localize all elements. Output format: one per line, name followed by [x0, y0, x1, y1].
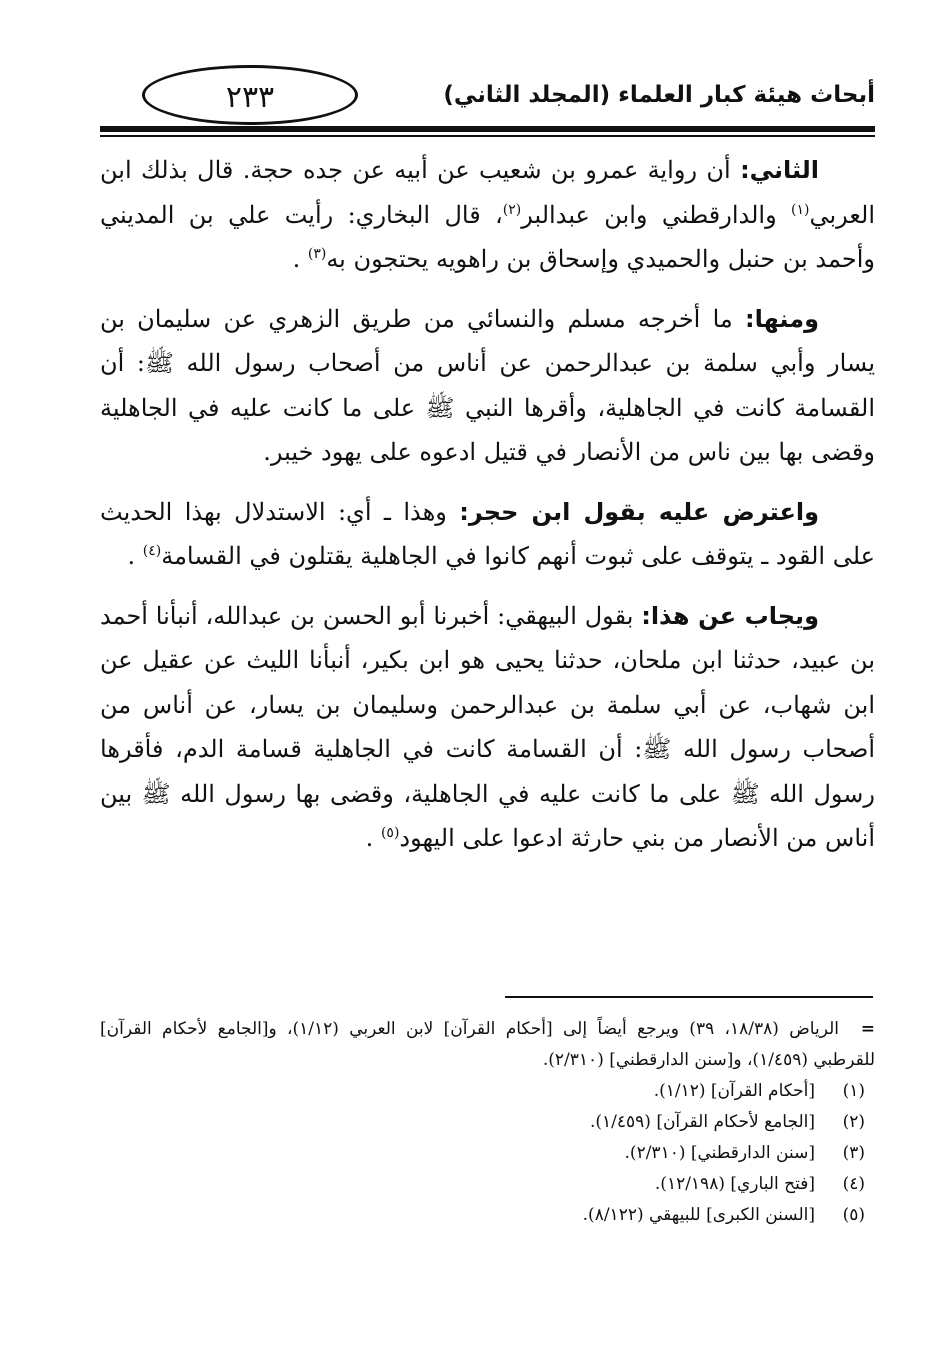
running-title: أبحاث هيئة كبار العلماء (المجلد الثاني)	[443, 82, 875, 108]
footnote-text: [فتح الباري] (١٢/١٩٨).	[654, 1174, 815, 1194]
footnote-number: (١)	[842, 1081, 865, 1101]
footnote-text: [السنن الكبرى] للبيهقي (٨/١٢٢).	[582, 1205, 815, 1225]
continuation-mark: =	[860, 1019, 875, 1039]
footnote-item	[100, 1200, 875, 1231]
footnote-item	[100, 1169, 875, 1200]
paragraph-text: .	[365, 824, 381, 852]
paragraph-text: .	[292, 245, 308, 273]
footnote-item	[100, 1076, 875, 1107]
footnote-ref[interactable]: (٤)	[142, 543, 162, 559]
footnote-ref[interactable]: (٥)	[380, 825, 400, 841]
footnote-text: [سنن الدارقطني] (٢/٣١٠).	[624, 1143, 815, 1163]
footnote-number: (٢)	[842, 1112, 865, 1132]
page-number: ٢٣٣	[142, 65, 358, 125]
paragraph-lead: واعترض عليه بقول ابن حجر:	[459, 497, 819, 526]
footnote-number: (٤)	[842, 1174, 865, 1194]
paragraph-text: ، قال البخاري: رأيت علي بن المديني وأحمد بن حنبل والحميدي وإسحاق بن راهويه يحتجون به	[100, 200, 875, 273]
paragraph-bayhaqi-reply	[100, 594, 875, 861]
paragraph-text: أن رواية عمرو بن شعيب عن أبيه عن جده حجة. قال بذلك ابن العربي	[100, 156, 875, 229]
paragraph-lead: ومنها:	[744, 304, 819, 333]
footnote-text: [أحكام القرآن] (١/١٢).	[653, 1081, 815, 1101]
paragraph-ibn-hajar-objection	[100, 490, 875, 579]
header-rule-thick	[100, 126, 875, 132]
footnote-ref[interactable]: (٢)	[502, 201, 522, 218]
main-text	[100, 148, 875, 876]
header-rule-thin	[100, 135, 875, 137]
footnote-item	[100, 1138, 875, 1169]
footnote-continuation	[100, 1014, 875, 1076]
footnote-ref[interactable]: (١)	[791, 201, 810, 218]
footnote-number: (٥)	[842, 1205, 865, 1225]
paragraph-text: ما أخرجه مسلم والنسائي من طريق الزهري عن سليمان بن يسار وأبي سلمة بن عبدالرحمن عن أناس من أصحاب رسول الله ﷺ: أن القسامة كانت في الجاهلية، وأقرها النبي ﷺ على ما كانت عليه في الجاهلية وقضى بها بين ناس من الأنصار في قتيل ادعوه على يهود خيبر.	[100, 304, 875, 466]
paragraph-muslim-narration	[100, 297, 875, 475]
paragraph-text: .	[127, 542, 143, 570]
paragraph-lead: الثاني:	[740, 156, 819, 184]
paragraph-second-argument	[100, 148, 875, 282]
footnote-separator	[505, 996, 873, 998]
paragraph-text: بقول البيهقي: أخبرنا أبو الحسن بن عبدالله، أنبأنا أحمد بن عبيد، حدثنا ابن ملحان، حدثنا يحيى هو ابن بكير، أنبأنا الليث عن عقيل عن ابن شهاب، عن أبي سلمة بن عبدالرحمن وسليمان بن يسار، عن أناس من أصحاب رسول الله ﷺ: أن القسامة كانت في الجاهلية قسامة الدم، فأقرها رسول الله ﷺ على ما كانت عليه في الجاهلية، وقضى بها رسول الله ﷺ بين أناس من الأنصار من بني حارثة ادعوا على اليهود	[100, 601, 875, 852]
paragraph-lead: ويجاب عن هذا:	[641, 601, 819, 630]
footnote-continuation-text: الرياض (١٨/٣٨، ٣٩) ويرجع أيضاً إلى [أحكام القرآن] لابن العربي (١/١٢)، و[الجامع لأحكام القرآن] للقرطبي (١/٤٥٩)، و[سنن الدارقطني] (٢/٣١٠).	[100, 1019, 875, 1070]
footnote-number: (٣)	[842, 1143, 865, 1163]
paragraph-text: والدارقطني وابن عبدالبر	[521, 200, 792, 229]
footnotes	[100, 1014, 875, 1231]
paragraph-text: وهذا ـ أي: الاستدلال بهذا الحديث على القود ـ يتوقف على ثبوت أنهم كانوا في الجاهلية يقتلون في القسامة	[100, 497, 875, 570]
footnote-ref[interactable]: (٣)	[307, 246, 327, 262]
footnote-text: [الجامع لأحكام القرآن] (١/٤٥٩).	[589, 1112, 815, 1132]
footnote-item	[100, 1107, 875, 1138]
page-header	[100, 60, 875, 140]
